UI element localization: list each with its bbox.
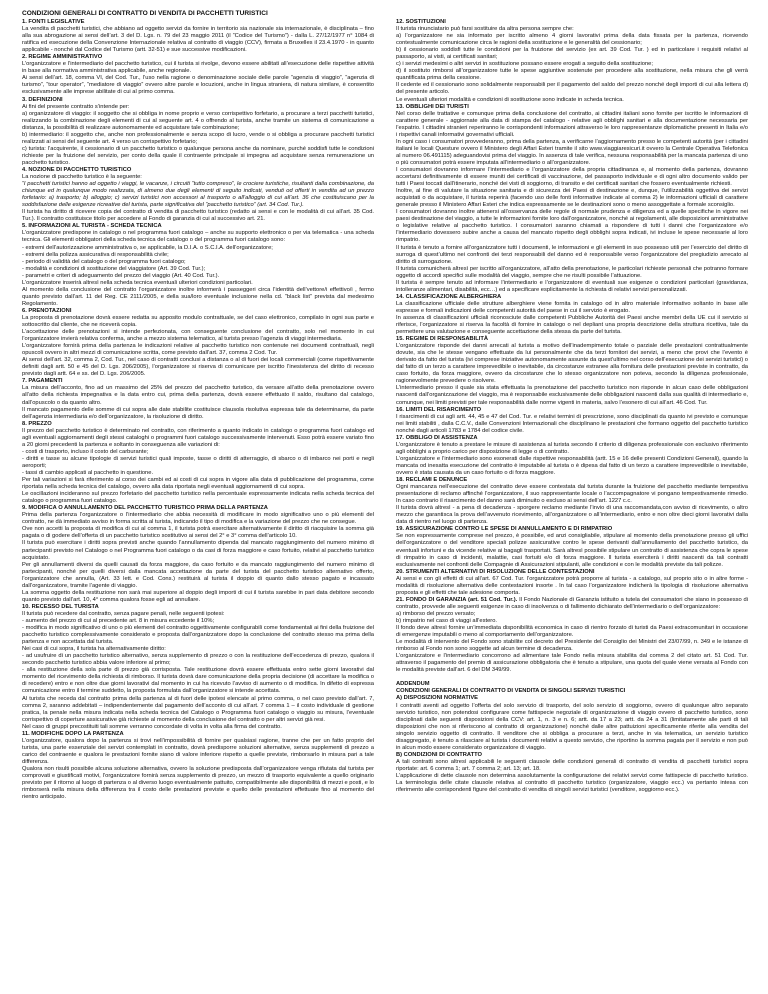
clause-paragraph: I contratti aventi ad oggetto l’offerta del solo servizio di trasporto, del solo servizio di soggiorno, ovvero di qualunque altro separato servizio turistico, non potendosi configurare come fattispecie negoziale di organizzazione di viaggio ovvero di pacchetto turistico, sono disciplinati dalle seguenti disposizioni della CCV: art. 1, n. 3 e n. 6; artt. da 17 a 23; artt. da 24 a 31 (limitatamente alle parti di tali disposizioni che non si riferiscono al contratto di organizzazione) nonché dalle altre pattuizioni specificamente riferite alla vendita del singolo servizio oggetto di contratto. Il venditore che si obbliga a procurare a terzi, anche in via telematica, un servizio turistico disaggregato, è tenuto a rilasciare al turista i documenti relativi a questo servizio, che riportino la somma pagata per il servizio e non può in alcun modo essere considerato organizzatore di viaggio. [396,702,748,751]
clause-heading: 20. STRUMENTI ALTERNATIVI DI RISOLUZIONE DELLE CONTESTAZIONI [396,568,595,575]
clause-paragraph: - periodo di validità del catalogo o del programma fuori catalogo; [22,258,186,265]
clause-paragraph: Il turista è tenuto a fornire all’organizzatore tutti i documenti, le informazioni e gli elementi in suo possesso utili per l’esercizio del diritto di surroga di quest’ultimo nei confronti dei terzi responsabili del danno ed è responsabile verso l’organizzatore del pregiudizio arrecato al diritto di surrogazione. [396,244,748,265]
clause-section [396,695,748,751]
clause-paragraph: Ogni mancanza nell’esecuzione del contratto deve essere contestata dal turista durante la fruizione del pacchetto mediante tempestiva presentazione di reclamo affinché l’organizzatore, il suo rappresentante locale o l’accompagnatore vi pongano tempestivamente rimedio. In caso contrario il risarcimento del danno sarà diminuito o escluso ai sensi dell’art. 1227 c.c. [396,484,748,505]
clause-paragraph: - aumento del prezzo di cui al precedente art. 8 in misura eccedente il 10%; [22,617,215,624]
document-title: CONDIZIONI GENERALI DI CONTRATTO DI VENDITA DI PACCHETTI TURISTICI [22,10,268,17]
clause-paragraph: Le eventuali ulteriori modalità e condizioni di sostituzione sono indicate in scheda tecnica. [396,96,624,103]
clause-paragraph: Ai sensi e con gli effetti di cui all’art. 67 Cod. Tur. l’organizzatore potrà proporre al turista - a catalogo, sul proprio sito o in altre forme - modalità di risoluzione alternativa delle contestazioni insorte . In tal caso l’organizzatore indicherà la tipologia di risoluzione alternativa proposta e gli effetti che tale adesione comporta. [396,575,748,596]
clause-paragraph: L’organizzatore e l’intermediario del pacchetto turistico, cui il turista si rivolge, devono essere abilitati all’esecuzione delle rispettive attività in base alla normativa amministrativa applicabile, anche regionale. [22,61,374,75]
clause-paragraph: b) rimpatrio nel caso di viaggi all’estero. [396,617,497,624]
definition-quote: “I pacchetti turistici hanno ad oggetto i viaggi, le vacanze, i circuiti “tutto compreso”, le crociere turistiche, risultanti dalla combinazione, da chiunque ed in qualunque modo realizzata, di almeno due degli elementi di seguito indicati, venduti od offerti in vendita ad un prezzo forfetario: a) trasporto; b) alloggio; c) servizi turistici non accessori al trasporto o all’alloggio di cui all’art. 36 che costituiscano per la soddisfazione delle esigenze ricreative del turista, parte significativa del “pacchetto turistico” (art. 34 Cod. Tur.). [22,181,374,209]
clause-paragraph: b) il cessionario soddisfi tutte le condizioni per la fruizione del servizio (ex art. 39 Cod. Tur. ) ed in particolare i requisiti relativi al passaporto, ai visti, ai certificati sanitari; [396,47,748,61]
section-spacer [396,674,748,681]
clause-paragraph: Qualora non risulti possibile alcuna soluzione alternativa, ovvero la soluzione predisposta dall’organizzatore venga rifiutata dal turista per comprovati e giustificati motivi, l’organizzatore fornirà senza supplemento di prezzo, un mezzo di trasporto equivalente a quello originario previsto per il ritorno al luogo di partenza o al diverso luogo eventualmente pattuito, compatibilmente alle disponibilità di mezzi e posti, e lo rimborserà nella misura della differenza tra il costo delle prestazioni previste e quello delle prestazioni effettuate fino al momento del rientro anticipato. [22,765,374,801]
clause-section [396,104,748,294]
clause-paragraph: a) l’organizzatore ne sia informato per iscritto almeno 4 giorni lavorativi prima della data fissata per la partenza, ricevendo contestualmente comunicazione circa le ragioni della sostituzione e le generalità del cessionario; [396,33,748,47]
clause-paragraph [396,597,748,611]
clause-paragraph: Il turista ha diritto di ricevere copia del contratto di vendita di pacchetto turistico (redatto ai sensi e con le modalità di cui all’art. 35 Cod. Tur.). Il contratto costituisce titolo per accedere al Fondo di garanzia di cui al successivo art. 21. [22,209,374,223]
clause-paragraph: L’organizzatore è tenuto a prestare le misure di assistenza al turista secondo il criterio di diligenza professionale con esclusivo riferimento agli obblighi a proprio carico per disposizione di legge o di contratto. [396,441,748,455]
clause-paragraph: Ai sensi dell’art. 18, comma VI, del Cod. Tur., l’uso nella ragione o denominazione sociale delle parole “agenzia di viaggio”, “agenzia di turismo”, “tour operator”, “mediatore di viaggio” ovvero altre parole e locuzioni, anche in lingua straniera, di natura similare, è consentito esclusivamente alle imprese abilitate di cui al primo comma. [22,75,374,96]
clause-heading: 11. MODIFICHE DOPO LA PARTENZA [22,730,124,737]
clause-paragraph: Il fondo deve altresì fornire un’immediata disponibilità economica in caso di rientro forzato di turisti da Paesi extracomunitari in occasione di emergenze imputabili o meno al comportamento dell’organizzatore. [396,625,748,639]
clause-section [396,336,748,406]
clause-paragraph: - ad usufruire di un pacchetto turistico alternativo, senza supplemento di prezzo o con la restituzione dell’eccedenza di prezzo, qualora il secondo pacchetto turistico abbia valore inferiore al primo; [22,653,374,667]
clause-heading: 14. CLASSIFICAZIONE ALBERGHIERA [396,293,502,300]
clause-paragraph: - modalità e condizioni di sostituzione del viaggiatore (Art. 39 Cod. Tur.); [22,265,206,272]
clause-paragraph: L’applicazione di dette clausole non determina assolutamente la configurazione dei relativi servizi come fattispecie di pacchetto turistico. La terminologia delle citate clausole relativa al contratto di pacchetto turistico (organizzatore, viaggio ecc.) va pertanto intesa con riferimento alle corrispondenti figure del contratto di vendita di singoli servizi turistici (venditore, soggiorno ecc.). [396,772,748,794]
clause-heading: 12. SOSTITUZIONI [396,19,446,25]
clause-paragraph: La nozione di pacchetto turistico è la seguente: [22,174,142,181]
clause-paragraph: - modifica in modo significativo di uno o più elementi del contratto oggettivamente configurabili come fondamentali ai fini della fruizione del pacchetto turistico complessivamente considerato e proposta dall’organizzatore dopo la conclusione del contratto stesso ma prima della partenza e non accettata dal turista. [22,625,374,646]
clause-heading: 5. INFORMAZIONI AL TURISTA - SCHEDA TECNICA [22,223,162,230]
clause-paragraph: Il turista comunicherà altresì per iscritto all’organizzatore, all’atto della prenotazione, le particolari richieste personali che potranno formare oggetto di accordi specifici sulle modalità del viaggio, sempre che ne risulti possibile l’attuazione. [396,265,748,279]
clause-paragraph: Il turista dovrà altresì - a pena di decadenza - sporgere reclamo mediante l’invio di una raccomandata,con avviso di ricevimento, o altro mezzo che garantisca la prova dell’avvenuto ricevimento, all’organizzatore o all’intermediario, entro e non oltre dieci giorni lavorativi dalla data di rientro nel luogo di partenza. [396,505,748,526]
clause-section [396,752,748,794]
clause-paragraph: Al momento della conclusione del contratto l’organizzatore inoltre informerà i passeggeri circa l’identità dell’vettore/i effettivo/i , fermo quanto previsto dall’art. 11 del Reg. CE 2111/2005, e della sua/loro eventuale inclusione nella cd. “black list” prevista dal medesimo Regolamento. [22,286,374,307]
clause-paragraph: Ove non accetti la proposta di modifica di cui al comma 1, il turista potrà esercitare alternativamente il diritto di riacquisire la somma già pagata o di godere dell’offerta di un pacchetto turistico sostitutivo ai sensi del 2° e 3° comma dell’articolo 10. [22,526,374,540]
clause-paragraph: In assenza di classificazioni ufficiali riconosciute dalle competenti Pubbliche Autorità dei Paesi anche membri della UE cui il servizio si riferisce, l’organizzatore si riserva la facoltà di fornire in catalogo o nel depliant una propria descrizione della struttura ricettiva, tale da permettere una valutazione e conseguente accettazione della stessa da parte del turista. [396,314,748,336]
clause-heading: 1. FONTI LEGISLATIVE [22,19,85,25]
clause-paragraph: I risarcimenti di cui agli artt. 44, 45 e 47 del Cod. Tur. e relativi termini di prescrizione, sono disciplinati da quanto ivi previsto e comunque nei limiti stabiliti , dalla C.C.V., dalle Convenzioni Internazionali che disciplinano le prestazioni che formano oggetto del pacchetto turistico nonché dagli articoli 1783 e 1784 del codice civile. [396,413,748,434]
clause-paragraph: L’organizzatore e l’intermediario concorrono ad alimentare tale Fondo nella misura stabilita dal comma 2 del citato art. 51 Cod. Tur. attraverso il pagamento del premio di assicurazione obbligatoria che è tenuto a stipulare, una quota del quale viene versata al Fondo con le modalità previste dall’art. 6 del DM 349/99. [396,653,748,674]
clause-paragraph: Nel corso delle trattative e comunque prima della conclusione del contratto, ai cittadini italiani sono fornite per iscritto le informazioni di carattere generale - aggiornate alla data di stampa del catalogo - relative agli obblighi sanitari e alla documentazione necessaria per l’espatrio. I cittadini stranieri reperiranno le corrispondenti informazioni attraverso le loro rappresentanze diplomatiche presenti in Italia e/o i rispettivi canali informativi governativi ufficiali. [396,110,748,138]
clause-paragraph: In ogni caso i consumatori provvederanno, prima della partenza, a verificarne l’aggiornamento presso le competenti autorità (per i cittadini italiani le locali Questure ovvero il Ministero degli Affari Esteri tramite il sito www.viaggiaresicuri.it ovvero la Centrale Operativa Telefonica al numero 06.491115) adeguandovisi prima del viaggio. In assenza di tale verifica, nessuna responsabilità per la mancata partenza di uno o più consumatori potrà essere imputata all’intermediario o all’organizzatore. [396,138,748,166]
clause-text: Il Fondo Nazionale di Garanzia istituito a tutela dei consumatori che siano in possesso di contratto, provvede alle seguenti esigenze in caso di insolvenza o di fallimento dichiarato dell’intermediario o dell’organizzatore: [396,596,748,610]
clause-paragraph: - costi di trasporto, incluso il costo del carburante; [22,448,149,455]
clause-section [22,54,374,96]
clause-paragraph: La vendita di pacchetti turistici, che abbiano ad oggetto servizi da fornire in territorio sia nazionale sia internazionale, è disciplinata – fino alla sua abrogazione ai sensi dell’art. 3 del D. Lgs. n. 79 del 23 maggio 2011 (il “Codice del Turismo”) - dalla L. 27/12/1977 n° 1084 di ratifica ed esecuzione della Convenzione Internazionale relativa al contratto di viaggio (CCV), firmata a Bruxelles il 23.4.1970 - in quanto applicabile - nonché dal Codice del Turismo (artt. 32-51) e sue successive modificazioni. [22,26,374,54]
right-column [396,19,748,987]
clause-section [22,421,374,506]
clause-paragraph: d) il sostituto rimborsi all’organizzatore tutte le spese aggiuntive sostenute per procedere alla sostituzione, nella misura che gli verrà quantificata prima della cessione. [396,68,748,82]
clause-paragraph: La classificazione ufficiale delle strutture alberghiere viene fornita in catalogo od in altro materiale informativo soltanto in base alle espresse e formali indicazioni delle competenti autorità del paese in cui il servizio è erogato. [396,300,748,314]
clause-paragraph: c) i servizi medesimi o altri servizi in sostituzione possano essere erogati a seguito della sostituzione; [396,61,653,68]
clause-paragraph: L’organizzatore inserirà altresì nella scheda tecnica eventuali ulteriori condizioni particolari. [22,279,253,286]
clause-section [396,526,748,568]
clause-paragraph: Per gli annullamenti diversi da quelli causati da forza maggiore, da caso fortuito e da mancato raggiungimento del numero minimo di partecipanti, nonché per quelli diversi dalla mancata accettazione da parte del turista del pacchetto turistico alternativo offerto, l’organizzatore che annulla, (Art. 33 lett. e Cod. Cons.) restituirà al turista il doppio di quanto dallo stesso pagato e incassato dall’organizzatore, tramite l’agente di viaggio. [22,561,374,589]
clause-paragraph: - alla restituzione della sola parte di prezzo già corrisposta. Tale restituzione dovrà essere effettuata entro sette giorni lavorativi dal momento del ricevimento della richiesta di rimborso. Il turista dovrà dare comunicazione della propria decisione (di accettare la modifica o di recedere) entro e non oltre due giorni lavorativi dal momento in cui ha ricevuto l’avviso di aumento o di modifica. In difetto di espressa comunicazione entro il termine suddetto, la proposta formulata dall’organizzatore si intende accettata. [22,667,374,695]
clause-paragraph: Al turista che receda dal contratto prima della partenza al di fuori delle ipotesi elencate al primo comma, o nel caso previsto dall’art. 7, comma 2, saranno addebitati – indipendentemente dal pagamento dell’acconto di cui all’art. 7 comma 1 – il costo individuale di gestione pratica, la penale nella misura indicata nella scheda tecnica del Catalogo o Programma fuori catalogo o viaggio su misura, l’eventuale corrispettivo di coperture assicurative già richieste al momento della conclusione del contratto o per altri servizi già resi. [22,695,374,723]
clause-section [22,97,374,167]
clause-paragraph: L’organizzatore fornirà prima della partenza le indicazioni relative al pacchetto turistico non contenute nei documenti contrattuali, negli opuscoli ovvero in altri mezzi di comunicazione scritta, come previsto dall’art. 37, comma 2 Cod. Tur. [22,343,374,357]
clause-heading: 18. RECLAMI E DENUNCE [396,477,468,484]
clause-heading: 2. REGIME AMMINISTRATIVO [22,54,103,61]
clause-heading: 13. OBBLIGHI DEI TURISTI [396,103,469,110]
clause-section [22,223,374,308]
clause-paragraph: L’organizzatore risponde dei danni arrecati al turista a motivo dell’inadempimento totale o parziale delle prestazioni contrattualmente dovute, sia che le stesse vengano effettuate da lui personalmente che da terzi fornitori dei servizi, a meno che provi che l’evento è derivato da fatto del turista (ivi comprese iniziative autonomamente assunte da quest’ultimo nel corso dell’esecuzione dei servizi turistici) o dal fatto di un terzo a carattere imprevedibile o inevitabile, da circostanze estranee alla fornitura delle prestazioni previste in contratto, da caso fortuito, da forza maggiore, ovvero da circostanze che lo stesso organizzatore non poteva, secondo la diligenza professionale, ragionevolmente prevedere o risolvere. [396,343,748,385]
clause-paragraph: - estremi dell’autorizzazione amministrativa o, se applicabile, la D.I.A. o S.C.I.A. dell’organizzatore; [22,244,273,251]
clause-heading: 6. PRENOTAZIONI [22,307,72,314]
clause-paragraph: L’intermediario presso il quale sia stata effettuata la prenotazione del pacchetto turistico non risponde in alcun caso delle obbligazioni nascenti dall’organizzazione del viaggio, ma è responsabile esclusivamente delle obbligazioni nascenti dalla sua qualità di intermediario e, comunque, nei limiti previsti per tale responsabilità dalle norme vigenti in materia, salvo l’esonero di cui all’art. 46 Cod. Tur. [396,385,748,406]
clause-heading: 7. PAGAMENTI [22,378,63,385]
clause-section [22,308,374,378]
clause-section [22,167,374,223]
clause-heading: 4. NOZIONE DI PACCHETTO TURISTICO [22,166,132,173]
clause-heading: 9. MODIFICA O ANNULLAMENTO DEL PACCHETTO TURISTICO PRIMA DELLA PARTENZA [22,505,268,512]
clause-paragraph: - estremi della polizza assicurativa di responsabilità civile; [22,251,169,258]
clause-heading: A) DISPOSIZIONI NORMATIVE [396,695,478,702]
clause-heading: 16. LIMITI DEL RISARCIMENTO [396,406,482,413]
clause-paragraph: c) turista: l’acquirente, il cessionario di un pacchetto turistico o qualunque persona anche da nominare, purché soddisfi tutte le condizioni richieste per la fruizione del servizio, per conto della quale il contraente principale si impegna ad acquistare senza remunerazione un pacchetto turistico. [22,145,374,166]
clause-paragraph: - tassi di cambio applicati al pacchetto in questione. [22,470,154,476]
clause-paragraph: b) intermediario: il soggetto che, anche non professionalmente e senza scopo di lucro, vende o si obbliga a procurare pacchetti turistici realizzati ai sensi del seguente art. 4 verso un corrispettivo forfetario; [22,131,374,145]
clause-paragraph: I consumatori dovranno informare l’intermediario e l’organizzatore della propria cittadinanza e, al momento della partenza, dovranno accertarsi definitivamente di essere muniti dei certificati di vaccinazione, del passaporto individuale e di ogni altro documento valido per tutti i Paesi toccati dall’itinerario, nonché dei visti di soggiorno, di transito e dei certificati sanitari che fossero eventualmente richiesti. [396,166,748,188]
clause-heading: 19. ASSICURAZIONE CONTRO LE SPESE DI ANNULLAMENTO E DI RIMPATRIO [396,526,613,533]
clause-section [396,597,748,675]
clause-paragraph: Ai sensi dell’art. 32, comma 2, Cod. Tur., nel caso di contratti conclusi a distanza o al di fuori dei locali commerciali (come rispettivamente definiti dagli artt. 50 e 45 del D. Lgs. 206/2005), l’organizzatore si riserva di comunicare per iscritto l’inesistenza del diritto di recesso previsto dagli artt. 64 e ss. del D. Lgs. 206/2005. [22,357,374,378]
clause-section [22,731,374,801]
clause-paragraph: L’accettazione delle prenotazioni si intende perfezionata, con conseguente conclusione del contratto, solo nel momento in cui l’organizzatore invierà relativa conferma, anche a mezzo sistema telematico, al turista presso l’agenzia di viaggi intermediaria. [22,329,374,343]
clause-paragraph: Le oscillazioni incideranno sul prezzo forfetario del pacchetto turistico nella percentuale espressamente indicata nella scheda tecnica del catalogo o programma fuori catalogo. [22,491,374,505]
clause-section [22,505,374,604]
clause-paragraph: Nei casi di cui sopra, il turista ha alternativamente diritto: [22,646,166,653]
clause-paragraph: Il prezzo del pacchetto turistico è determinato nel contratto, con riferimento a quanto indicato in catalogo o programma fuori catalogo ed agli eventuali aggiornamenti degli stessi cataloghi o programmi fuori catalogo successivamente intervenuti. Esso potrà essere variato fino a 20 giorni precedenti la partenza e soltanto in conseguenza alle variazioni di: [22,427,374,448]
clause-section [396,407,748,435]
clause-paragraph: Prima della partenza l’organizzatore o l’intermediario che abbia necessità di modificare in modo significativo uno o più elementi del contratto, ne dà immediato avviso in forma scritta al turista, indicando il tipo di modifica e la variazione del prezzo che ne consegue. [22,512,374,526]
two-column-body [22,19,748,987]
clause-section [396,19,748,104]
clause-paragraph: - diritti e tasse su alcune tipologie di servizi turistici quali imposte, tasse o diritti di atterraggio, di sbarco o di imbarco nei porti e negli aeroporti; [22,455,374,469]
clause-paragraph: Il turista rinunciatario può farsi sostituire da altra persona sempre che: [396,26,574,33]
clause-section [22,604,374,731]
addendum-title: ADDENDUM [396,681,430,688]
clause-heading: 3. DEFINIZIONI [22,96,63,103]
clause-paragraph: La proposta di prenotazione dovrà essere redatta su apposito modulo contrattuale, se del caso elettronico, compilato in ogni sua parte e sottoscritto dal cliente, che ne riceverà copia. [22,314,374,329]
clause-paragraph: Il turista è sempre tenuto ad informare l’intermediario e l’organizzatore di eventuali sue esigenze o condizioni particolari (gravidanza, intolleranze alimentari, disabilità, ecc…) ed a specificare esplicitamente la richiesta di relativi servizi personalizzati. [396,279,748,293]
clause-paragraph: a) organizzatore di viaggio: il soggetto che si obbliga in nome proprio e verso corrispettivo forfetario, a procurare a terzi pacchetti turistici, realizzando la combinazione degli elementi di cui al seguente art. 4 o offrendo al turista, anche tramite un sistema di comunicazione a distanza, la possibilità di realizzare autonomamente ed acquistare tale combinazione; [22,110,374,131]
clause-paragraph: Il cedente ed il cessionario sono solidalmente responsabili per il pagamento del saldo del prezzo nonché degli importi di cui alla lettera d) del presente articolo. [396,82,748,96]
clause-heading: 10. RECESSO DEL TURISTA [22,603,99,610]
clause-paragraph: La misura dell’acconto, fino ad un massimo del 25% del prezzo del pacchetto turistico, da versare all’atto della prenotazione ovvero all’atto della richiesta impegnativa e la data entro cui, prima della partenza, dovrà essere effettuato il saldo, risultano dal catalogo, dall’opuscolo o da quanto altro. [22,385,374,406]
clause-paragraph: Il turista può esercitare i diritti sopra previsti anche quando l’annullamento dipenda dal mancato raggiungimento del numero minimo di partecipanti previsto nel Catalogo o nel Programma fuori catalogo o da casi di forza maggiore e caso fortuito, relativi al pacchetto turistico acquistato. [22,540,374,561]
clause-paragraph: L’organizzatore e l’intermediario sono esonerati dalle rispettive responsabilità (artt. 15 e 16 delle presenti Condizioni Generali), quando la mancata od inesatta esecuzione del contratto è imputabile al turista o è dipesa dal fatto di un terzo a carattere imprevedibile o inevitabile, ovvero è stata causata da un caso fortuito o di forza maggiore. [396,455,748,476]
clause-heading: B) CONDIZIONI DI CONTRATTO [396,751,483,758]
clause-paragraph: A tali contratti sono altresì applicabili le seguenti clausole delle condizioni generali di contratto di vendita di pacchetti turistici sopra riportate: art. 6 comma 1; art. 7 comma 2; art. 13; art. 18. [396,758,748,772]
clause-heading: 21. FONDO DI GARANZIA (art. 51 Cod. Tur.). [396,596,518,603]
clause-section [396,294,748,336]
clause-section [22,378,374,420]
clause-paragraph: Ai fini del presente contratto s’intende per: [22,103,130,110]
clause-section [396,477,748,526]
clause-paragraph: Il mancato pagamento delle somme di cui sopra alle date stabilite costituisce clausola risolutiva espressa tale da determinarne, da parte dell’agenzia intermediaria e/o dell’organizzatore, la risoluzione di diritto. [22,406,374,420]
clause-section [396,569,748,597]
clause-paragraph: L’organizzatore, qualora dopo la partenza si trovi nell’impossibilità di fornire per qualsiasi ragione, tranne che per un fatto proprio del turista, una parte essenziale dei servizi contemplati in contratto, dovrà predisporre soluzioni alternative, senza supplementi di prezzo a carico del contraente e qualora le prestazioni fornite siano di valore inferiore rispetto a quelle previste, rimborsarlo in misura pari a tale differenza. [22,737,374,765]
clause-paragraph: Inoltre, al fine di valutare la situazione sanitaria e di sicurezza dei Paesi di destinazione e, dunque, l’utilizzabilità oggettiva dei servizi acquistati o da acquistare, il turista reperirà (facendo uso delle fonti informative indicate al comma 2) le informazioni ufficiali di carattere generale presso il Ministero Affari Esteri che indica espressamente se le destinazioni sono o meno assoggettate a formale sconsiglio. [396,188,748,209]
clause-paragraph: - parametri e criteri di adeguamento del prezzo del viaggio (Art. 40 Cod. Tur.). [22,272,220,279]
clause-paragraph: Il turista può recedere dal contratto, senza pagare penali, nelle seguenti ipotesi: [22,610,225,617]
clause-section [22,19,374,54]
clause-paragraph: Se non espressamente comprese nel prezzo, è possibile, ed anzi consigliabile, stipulare al momento della prenotazione presso gli uffici dell’organizzatore o del venditore speciali polizze assicurative contro le spese derivanti dall’annullamento del pacchetto turistico, da eventuali infortuni e da vicende relative ai bagagli trasportati. Sarà altresì possibile stipulare un contratto di assistenza che copra le spese di rimpatrio in caso di incidenti, malattie, casi fortuiti e/o di forza maggiore. Il turista eserciterà i diritti nascenti da tali contratti esclusivamente nei confronti delle Compagnie di Assicurazioni stipulanti, alle condizioni e con le modalità previste da tali polizze. [396,533,748,568]
clause-paragraph: I consumatori dovranno inoltre attenersi all’osservanza delle regole di normale prudenza e diligenza ed a quelle specifiche in vigore nei paesi destinazione del viaggio, a tutte le informazioni fornite loro dall’organizzatore, nonché ai regolamenti, alle disposizioni amministrative o legislative relative al pacchetto turistico. I consumatori saranno chiamati a rispondere di tutti i danni che l’organizzatore e/o l’intermediario dovessero subire anche a causa del mancato rispetto degli obblighi sopra indicati, ivi incluse le spese necessarie al loro rimpatrio. [396,209,748,244]
clause-paragraph: Nel caso di gruppi precostituiti tali somme verranno concordate di volta in volta alla firma del contratto. [22,723,282,730]
clause-section [396,435,748,477]
clause-paragraph: Per tali variazioni si farà riferimento al corso dei cambi ed ai costi di cui sopra in vigore alla data di pubblicazione del programma, come riportata nella scheda tecnica del catalogo, ovvero alla data riportata negli eventuali aggiornamenti di cui sopra. [22,477,374,491]
left-column [22,19,374,987]
clause-heading: 15. REGIME DI RESPONSABILITÀ [396,336,489,343]
clause-heading: 8. PREZZO [22,420,52,427]
clause-paragraph: a) rimborso del prezzo versato; [396,610,476,617]
clause-paragraph: Le modalità di intervento del Fondo sono stabilite col decreto del Presidente del Consiglio dei Ministri del 23/07/99, n. 349 e le istanze di rimborso al Fondo non sono soggette ad alcun termine di decadenza. [396,639,748,653]
clause-paragraph: L’organizzatore predispone in catalogo o nel programma fuori catalogo – anche su supporto elettronico o per via telematica - una scheda tecnica. Gli elementi obbligatori della scheda tecnica del catalogo o del programma fuori catalogo sono: [22,230,374,244]
clause-paragraph: La somma oggetto della restituzione non sarà mai superiore al doppio degli importi di cui il turista sarebbe in pari data debitore secondo quanto previsto dall’art. 10, 4° comma qualora fosse egli ad annullare. [22,589,374,603]
clause-heading: 17. OBBLIGO DI ASSISTENZA [396,434,478,441]
addendum-subtitle: CONDIZIONI GENERALI DI CONTRATTO DI VENDITA DI SINGOLI SERVIZI TURISTICI [396,688,626,695]
